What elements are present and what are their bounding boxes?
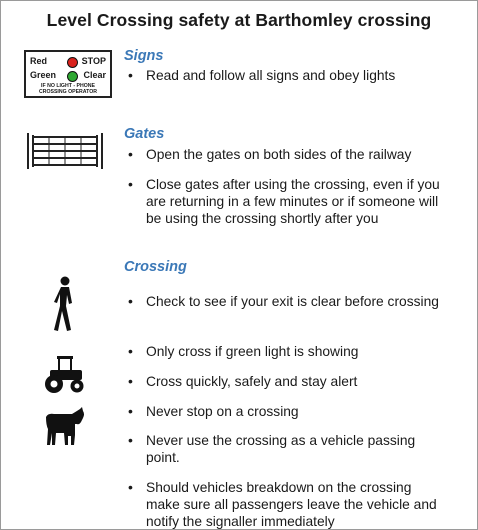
page-title: Level Crossing safety at Barthomley crossing (46, 10, 432, 30)
list-item: • Cross quickly, safely and stay alert (128, 373, 358, 389)
list-item: • Read and follow all signs and obey lights (128, 67, 396, 83)
sign-note-line2: CROSSING OPERATOR (38, 88, 98, 95)
list-item: • Open the gates on both sides of the railway (128, 146, 412, 162)
tractor-icon (44, 354, 86, 394)
gates-heading: Gates (124, 126, 165, 142)
signs-heading: Signs (124, 48, 164, 64)
sign-green-label: Green (30, 70, 57, 80)
list-item: • Check to see if your exit is clear before crossing (128, 293, 439, 309)
sign-clear-label: Clear (83, 70, 106, 80)
sign-red-label: Red (30, 56, 48, 66)
pedestrian-icon (52, 276, 78, 332)
signal-sign-icon (24, 50, 112, 98)
green-lamp-icon (67, 71, 78, 82)
crossing-heading: Crossing (124, 259, 187, 275)
sign-note-line1: IF NO LIGHT - PHONE (41, 83, 95, 89)
gate-icon (25, 132, 105, 170)
sign-stop-label: STOP (81, 56, 106, 66)
list-item: • Never use the crossing as a vehicle passing point. (128, 432, 416, 465)
list-item: • Only cross if green light is showing (128, 343, 359, 359)
red-lamp-icon (67, 57, 78, 68)
list-item: • Close gates after using the crossing, even if you are returning in a few minutes or if someone will be using the crossing shortly after you (128, 176, 440, 226)
list-item: • Never stop on a crossing (128, 403, 299, 419)
list-item: • Should vehicles breakdown on the crossing make sure all passengers leave the vehicle and notify the signaller immediately (128, 479, 437, 529)
cow-icon (44, 405, 86, 447)
